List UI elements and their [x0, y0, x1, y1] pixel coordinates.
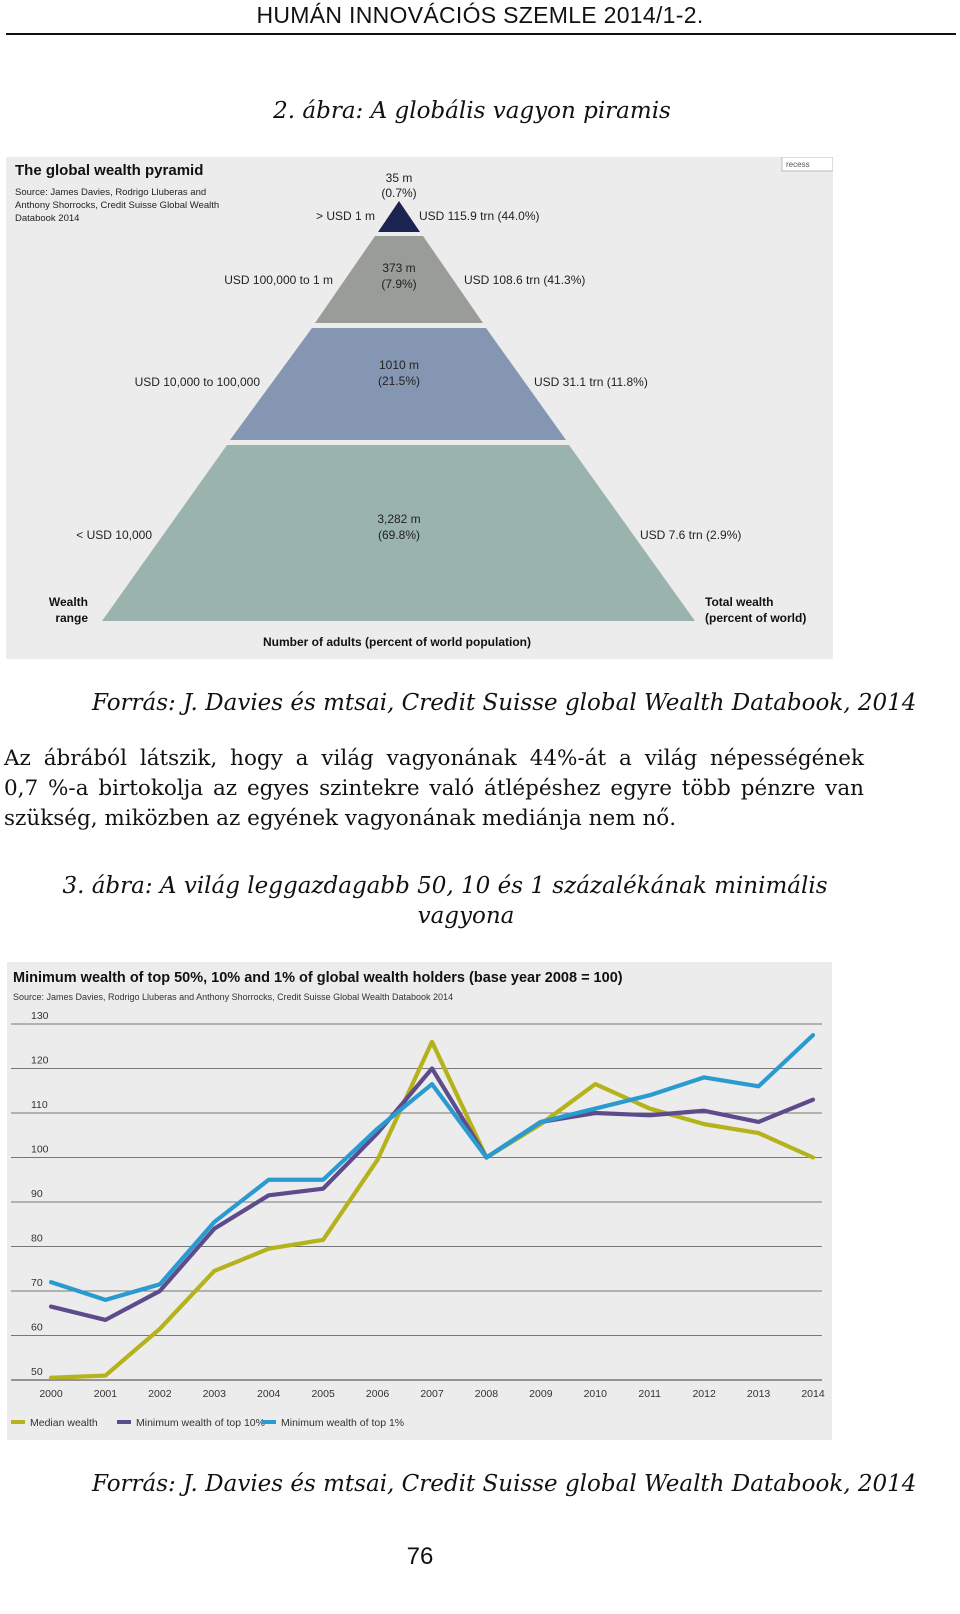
x-tick-2014: 2014 [801, 1388, 825, 1400]
figure-3-caption-line-1: 3. ábra: A világ leggazdagabb 50, 10 és 1 százalékának minimális [62, 873, 828, 899]
body-paragraph [4, 744, 864, 834]
axis-left-line-2: range [55, 611, 88, 625]
figure-3-caption-line-2: vagyona [417, 903, 515, 929]
y-tick-110: 110 [31, 1099, 48, 1111]
legend-label-2: Minimum wealth of top 1% [281, 1417, 405, 1429]
x-tick-2003: 2003 [202, 1388, 226, 1400]
chart-legend [11, 1417, 404, 1429]
tier-middle-adults: 1010 m [378, 358, 420, 372]
y-tick-90: 90 [31, 1188, 43, 1200]
x-tick-2000: 2000 [39, 1388, 63, 1400]
tier-base-adults-pct: (69.8%) [377, 528, 421, 542]
chart-background [7, 962, 832, 1440]
x-tick-2005: 2005 [311, 1388, 335, 1400]
x-tick-2006: 2006 [365, 1388, 390, 1400]
tier-middle-wealth: USD 31.1 trn (11.8%) [534, 375, 648, 389]
paragraph-line-2: 0,7 %-a birtokolja az egyes szintekre való átlépéshez egyre több pénzre van [4, 776, 864, 801]
paragraph-line-1: Az ábrából látszik, hogy a világ vagyonának 44%-át a világ népességének [4, 746, 864, 771]
tier-upper-wealth: USD 108.6 trn (41.3%) [464, 273, 586, 287]
recess-tab-label: recess [786, 160, 810, 169]
wealth-pyramid-figure [6, 157, 833, 659]
y-tick-50: 50 [31, 1366, 43, 1378]
chart-subtitle: Source: James Davies, Rodrigo Lluberas and Anthony Shorrocks, Credit Suisse Global Wealth Databook 2014 [13, 992, 454, 1002]
legend-label-0: Median wealth [30, 1417, 98, 1429]
tier-middle-range: USD 10,000 to 100,000 [134, 375, 260, 389]
x-tick-2002: 2002 [148, 1388, 172, 1400]
tier-base-adults: 3,282 m [377, 512, 421, 526]
x-tick-2009: 2009 [529, 1388, 553, 1400]
header-rule [6, 33, 956, 35]
tier-upper-adults-pct: (7.9%) [381, 277, 417, 291]
y-tick-70: 70 [31, 1277, 43, 1289]
tier-top-adults-pct: (0.7%) [381, 186, 417, 200]
tier-middle-adults-pct: (21.5%) [377, 374, 421, 388]
x-tick-2012: 2012 [692, 1388, 716, 1400]
x-tick-2010: 2010 [583, 1388, 607, 1400]
axis-bottom-label: Number of adults (percent of world population) [263, 635, 531, 649]
x-tick-2011: 2011 [638, 1388, 662, 1400]
x-tick-2004: 2004 [257, 1388, 281, 1400]
page-number: 76 [406, 1543, 434, 1570]
axis-right-line-1: Total wealth [705, 595, 774, 609]
x-tick-2008: 2008 [474, 1388, 499, 1400]
x-tick-2007: 2007 [420, 1388, 444, 1400]
running-header: HUMÁN INNOVÁCIÓS SZEMLE 2014/1-2. [256, 2, 704, 28]
pyramid-source-line-1: Source: James Davies, Rodrigo Lluberas and [15, 187, 207, 198]
figure-3-source: Forrás: J. Davies és mtsai, Credit Suisse global Wealth Databook, 2014 [92, 1471, 917, 1497]
axis-right-line-2: (percent of world) [705, 611, 807, 625]
pyramid-source-line-2: Anthony Shorrocks, Credit Suisse Global Wealth [15, 200, 220, 211]
figure-2-caption: 2. ábra: A globális vagyon piramis [273, 98, 671, 124]
tier-top-wealth: USD 115.9 trn (44.0%) [419, 209, 540, 223]
axis-left-line-1: Wealth [48, 595, 88, 609]
y-tick-130: 130 [31, 1010, 49, 1022]
tier-upper-adults: 373 m [382, 261, 416, 275]
tier-top-range: > USD 1 m [315, 209, 375, 223]
y-tick-100: 100 [31, 1143, 49, 1156]
tier-base-range: < USD 10,000 [76, 528, 152, 542]
x-axis-ticks [39, 1388, 825, 1400]
y-tick-80: 80 [31, 1232, 43, 1245]
minimum-wealth-line-chart [7, 962, 832, 1440]
x-tick-2001: 2001 [93, 1388, 118, 1400]
legend-label-1: Minimum wealth of top 10% [136, 1417, 265, 1429]
pyramid-title: The global wealth pyramid [15, 162, 204, 179]
chart-title: Minimum wealth of top 50%, 10% and 1% of global wealth holders (base year 2008 = 100) [13, 970, 623, 986]
y-tick-120: 120 [31, 1054, 49, 1067]
pyramid-source-line-3: Databook 2014 [15, 213, 80, 224]
paragraph-line-3: szükség, miközben az egyének vagyonának mediánja nem nő. [4, 806, 677, 831]
x-tick-2013: 2013 [746, 1388, 771, 1400]
y-tick-60: 60 [31, 1321, 43, 1334]
figure-2-source: Forrás: J. Davies és mtsai, Credit Suisse global Wealth Databook, 2014 [92, 690, 917, 716]
tier-top-adults: 35 m [385, 171, 413, 185]
tier-base-wealth: USD 7.6 trn (2.9%) [640, 528, 742, 542]
tier-upper-range: USD 100,000 to 1 m [224, 273, 333, 287]
